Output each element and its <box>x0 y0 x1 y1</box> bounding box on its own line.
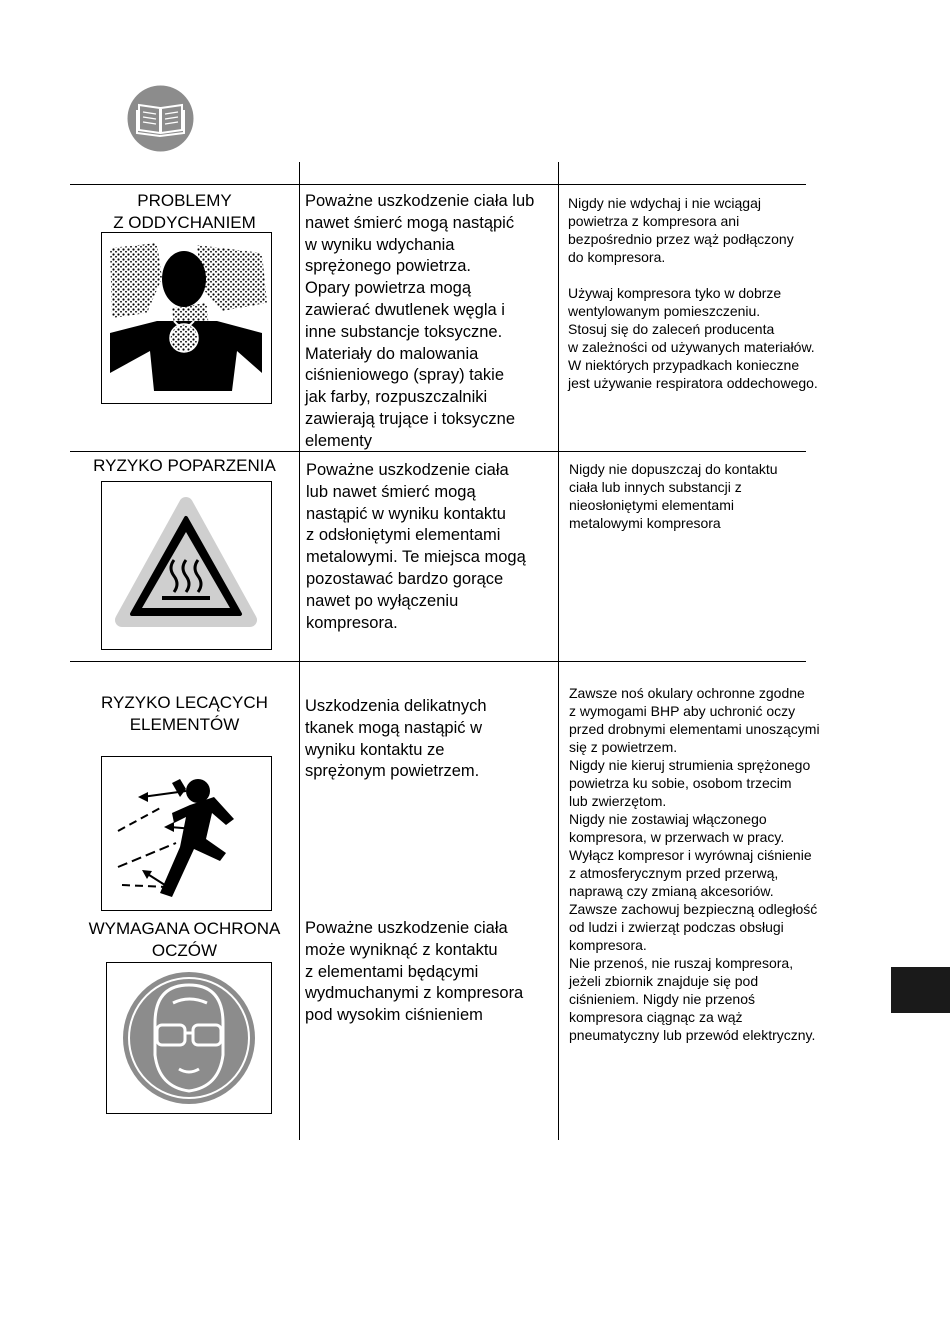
description-breathing: Poważne uszkodzenie ciała lub nawet śmierć mogą nastąpić w wyniku wdychania sprężonego powietrza. Opary powietrza mogą zawierać dwutlenek węgla i inne substancje toksyczne. Materiały do malowania ciśnieniowego (spray) takie jak farby, rozpuszczalniki zawierają trujące i toksyczne elementy <box>305 192 535 450</box>
hot-surface-icon <box>101 481 272 650</box>
hazard-title-breathing: PROBLEMY Z ODDYCHANIEM <box>113 191 256 232</box>
advice-breathing: Nigdy nie wdychaj i nie wciągaj powietrza z kompresora ani bezpośrednio przez wąż podłączony do kompresora. Używaj kompresora tyko w dobrze wentylowanym pomieszczeniu. Stosuj się do zaleceń producenta w zależności od używanych materiałów. W niektórych przypadkach konieczne jest używanie respiratora oddechowego. <box>568 195 818 391</box>
row-divider-top <box>70 184 806 185</box>
advice-burn: Nigdy nie dopuszczaj do kontaktu ciała lub innych substancji z nieosłoniętymi elementami metalowymi kompresora <box>569 461 778 531</box>
advice-flying-debris: Zawsze noś okulary ochronne zgodne z wymogami BHP aby uchronić oczy przed drobnymi elementami unoszącymi się z powietrzem. Nigdy nie kieruj strumienia sprężonego powietrza ku sobie, osobom trzecim lub zwierzętom. Nigdy nie zostawiaj włączonego kompresora, w przerwach w pracy. Wyłącz kompresor i wyrównaj ciśnienie z atmosferycznym przed przerwą, naprawą czy zmianą akcesoriów. Zawsze zachowuj bezpieczną odległość od ludzi i zwierząt podczas obsługi kompresora. Nie przenoś, nie ruszaj kompresora, jeżeli zbiornik znajduje się pod ciśnieniem. Nigdy nie przenoś kompresora ciągnąc za wąż pneumatyczny lub przewód elektryczny. <box>569 685 820 1043</box>
column-divider-1 <box>299 162 300 1140</box>
flying-debris-icon <box>101 756 272 911</box>
manual-book-icon <box>127 85 194 152</box>
column-divider-2 <box>558 162 559 1140</box>
hazard-title-burn: RYZYKO POPARZENIA <box>93 456 276 475</box>
section-tab <box>891 967 950 1013</box>
hazard-title-eye-protection: WYMAGANA OCHRONA OCZÓW <box>88 919 281 960</box>
description-flying-debris: Uszkodzenia delikatnych tkanek mogą nastąpić w wyniku kontaktu ze sprężonym powietrzem. <box>305 697 487 781</box>
hazard-title-flying-debris: RYZYKO LECĄCYCH ELEMENTÓW <box>101 693 268 734</box>
breathing-hazard-icon <box>101 232 272 404</box>
eye-protection-icon <box>106 962 272 1114</box>
description-burn: Poważne uszkodzenie ciała lub nawet śmierć mogą nastąpić w wyniku kontaktu z odsłoniętymi elementami metalowymi. Te miejsca mogą pozostawać bardzo gorące nawet po wyłączeniu kompresora. <box>306 461 526 632</box>
row-divider-2 <box>70 661 806 662</box>
description-eye-protection: Poważne uszkodzenie ciała może wyniknąć z kontaktu z elementami będącymi wydmuchanymi z kompresora pod wysokim ciśnieniem <box>305 919 524 1025</box>
